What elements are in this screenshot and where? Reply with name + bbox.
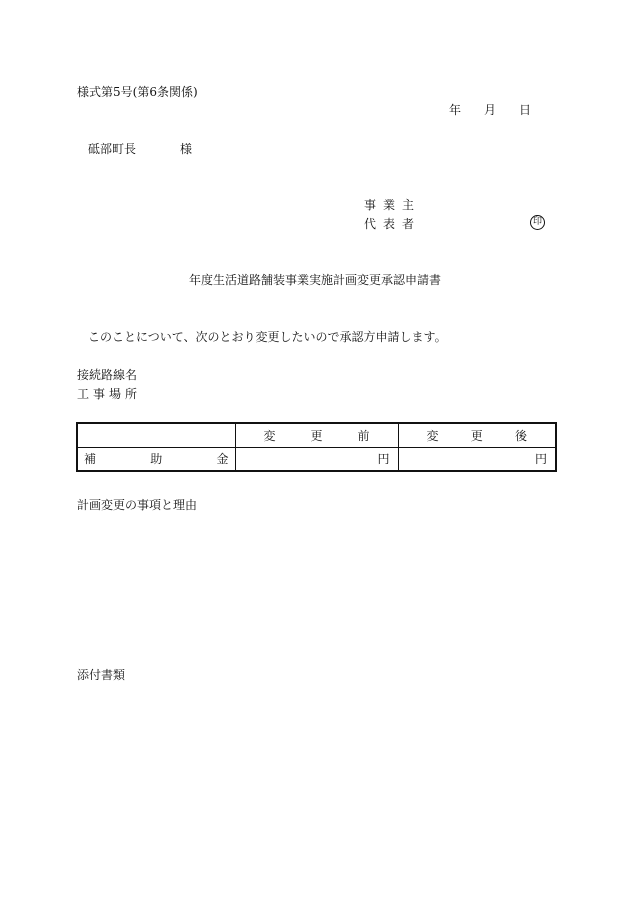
document-title: 年度生活道路舗装事業実施計画変更承認申請書 xyxy=(188,273,441,287)
header-empty-cell xyxy=(77,423,235,447)
row-label-char: 助 xyxy=(150,452,163,467)
table-row xyxy=(77,447,556,471)
route-name-label: 接続路線名 xyxy=(77,368,138,382)
row-label-char: 金 xyxy=(216,452,229,467)
addressee-name: 砥部町長 xyxy=(88,142,137,156)
addressee-line xyxy=(88,143,192,155)
grant-change-table xyxy=(76,422,557,472)
reason-label: 計画変更の事項と理由 xyxy=(77,498,198,512)
label-char: 事 xyxy=(364,198,377,212)
row-label-char: 補 xyxy=(84,452,97,467)
header-char: 前 xyxy=(357,428,370,443)
label-char: 代 xyxy=(364,217,377,231)
seal-mark: 印 xyxy=(530,215,545,230)
label-char: 場 xyxy=(108,387,121,401)
date-year: 年 xyxy=(449,103,462,117)
form-number: 様式第5号(第6条関係) xyxy=(77,85,198,99)
label-char: 業 xyxy=(382,198,395,212)
header-char: 更 xyxy=(470,428,483,443)
header-char: 後 xyxy=(514,428,527,443)
header-char: 変 xyxy=(426,428,439,443)
label-char: 工 xyxy=(77,387,90,401)
header-char: 変 xyxy=(263,428,276,443)
header-after-cell xyxy=(398,423,556,447)
body-text: このことについて、次のとおり変更したいので承認方申請します。 xyxy=(88,330,447,344)
date-line xyxy=(449,104,531,116)
label-char: 主 xyxy=(401,198,414,212)
amount-after-cell: 円 xyxy=(398,447,556,471)
header-before-cell xyxy=(235,423,398,447)
representative-label xyxy=(364,218,414,230)
site-label xyxy=(77,388,137,400)
date-day: 日 xyxy=(518,103,531,117)
addressee-honorific: 様 xyxy=(180,142,193,156)
label-char: 表 xyxy=(382,217,395,231)
amount-before-cell: 円 xyxy=(235,447,398,471)
subsidy-label-cell xyxy=(77,447,235,471)
label-char: 所 xyxy=(124,387,137,401)
business-owner-label xyxy=(364,199,414,211)
label-char: 事 xyxy=(92,387,105,401)
date-month: 月 xyxy=(483,103,496,117)
header-char: 更 xyxy=(310,428,323,443)
attachments-label: 添付書類 xyxy=(77,668,126,682)
table-header-row xyxy=(77,423,556,447)
label-char: 者 xyxy=(401,217,414,231)
